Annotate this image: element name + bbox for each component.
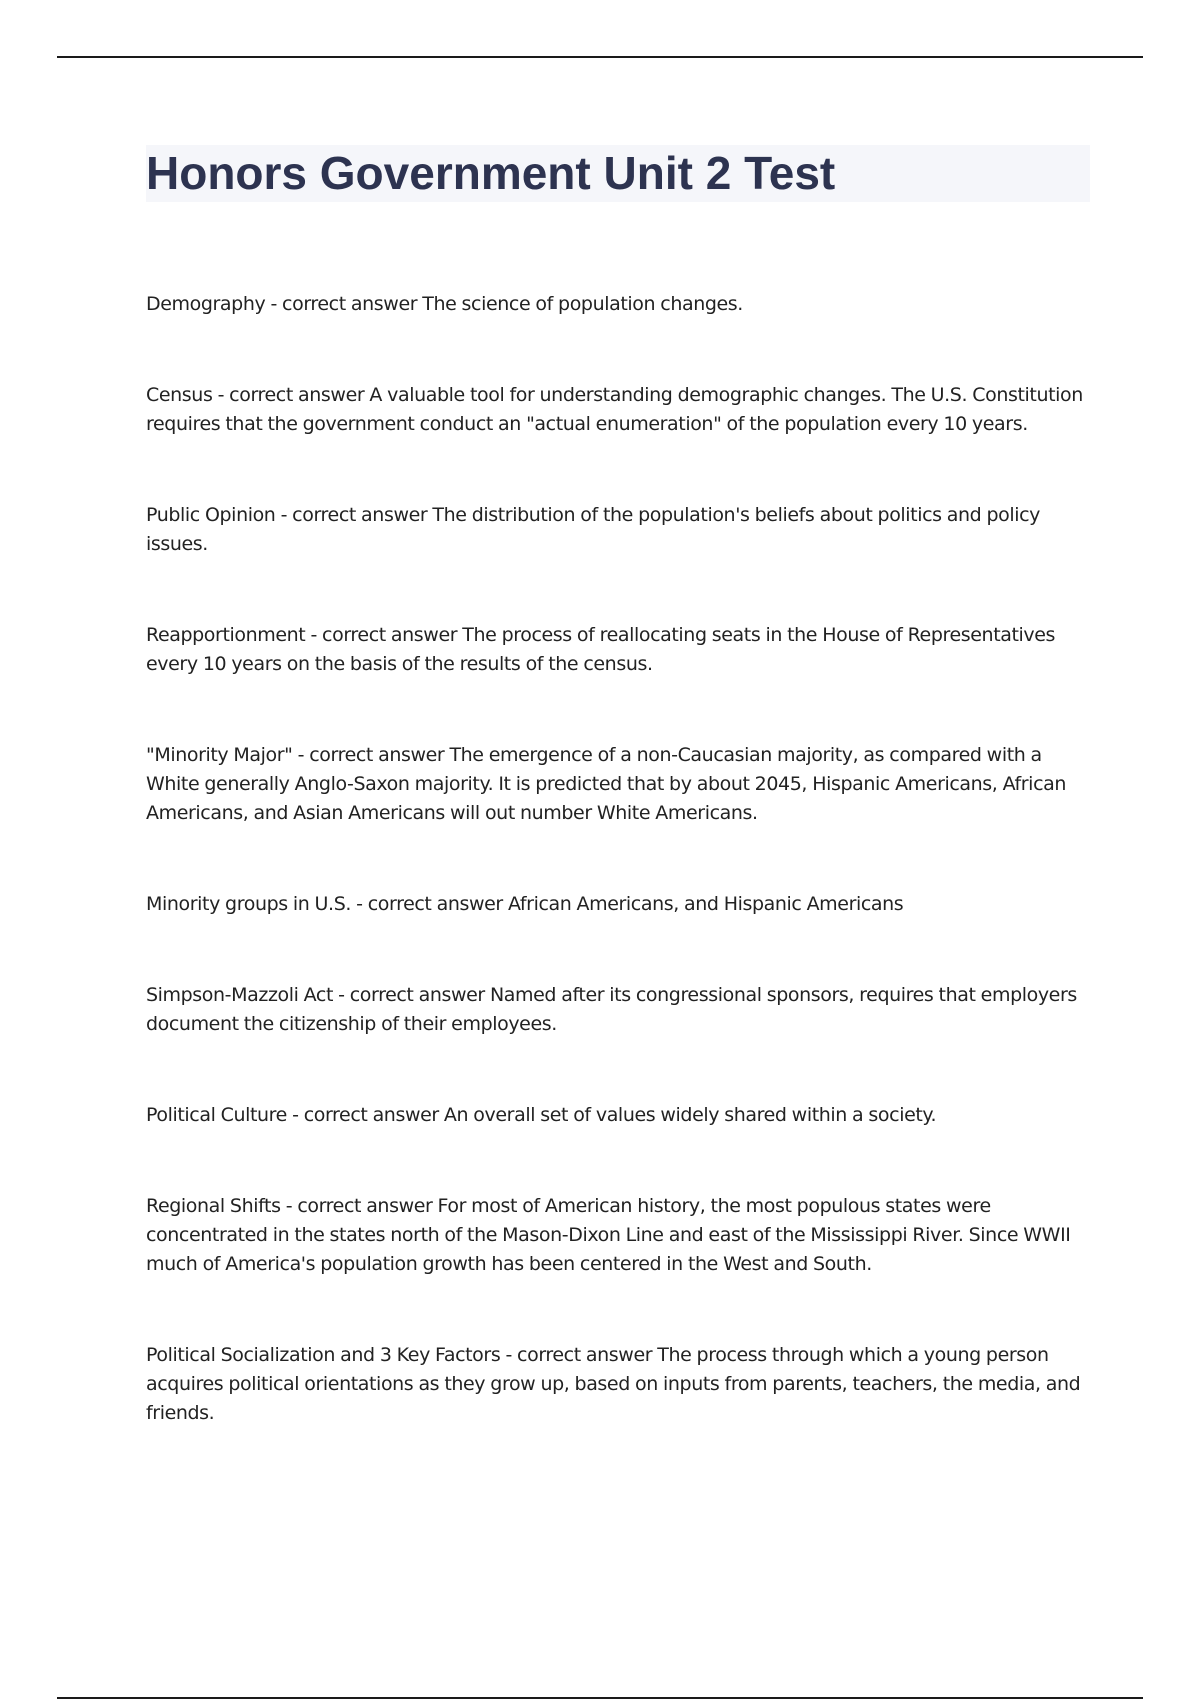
document-title: Honors Government Unit 2 Test — [146, 147, 836, 199]
entry-minority-major: "Minority Major" - correct answer The emergence of a non-Caucasian majority, as compared with a White generally Anglo-Saxon majority. It is predicted that by about 2045, Hispanic Americans, African Americans, and Asian Americans will out number White Americans. — [146, 744, 1066, 824]
entry-demography: Demography - correct answer The science of population changes. — [146, 293, 743, 315]
bottom-rule — [57, 1697, 1143, 1699]
entry-minority-groups: Minority groups in U.S. - correct answer African Americans, and Hispanic Americans — [146, 893, 904, 915]
entry-simpson-mazzoli-act: Simpson-Mazzoli Act - correct answer Named after its congressional sponsors, requires that employers document the citizenship of their employees. — [146, 984, 1077, 1035]
entry-political-socialization: Political Socialization and 3 Key Factors - correct answer The process through which a young person acquires political orientations as they grow up, based on inputs from parents, teachers, the media, and friends. — [146, 1344, 1081, 1424]
entry-political-culture: Political Culture - correct answer An overall set of values widely shared within a society. — [146, 1104, 937, 1126]
top-rule — [57, 56, 1143, 58]
entry-regional-shifts: Regional Shifts - correct answer For most of American history, the most populous states were concentrated in the states north of the Mason-Dixon Line and east of the Mississippi River. Since WWII much of America's population growth has been centered in the West and South. — [146, 1195, 1071, 1275]
entry-public-opinion: Public Opinion - correct answer The distribution of the population's beliefs about politics and policy issues. — [146, 504, 1041, 555]
entry-reapportionment: Reapportionment - correct answer The process of reallocating seats in the House of Representatives every 10 years on the basis of the results of the census. — [146, 624, 1056, 675]
entry-census: Census - correct answer A valuable tool for understanding demographic changes. The U.S. Constitution requires that the government conduct an "actual enumeration" of the population every 10 years. — [146, 384, 1083, 435]
entry-list — [146, 290, 1086, 1428]
